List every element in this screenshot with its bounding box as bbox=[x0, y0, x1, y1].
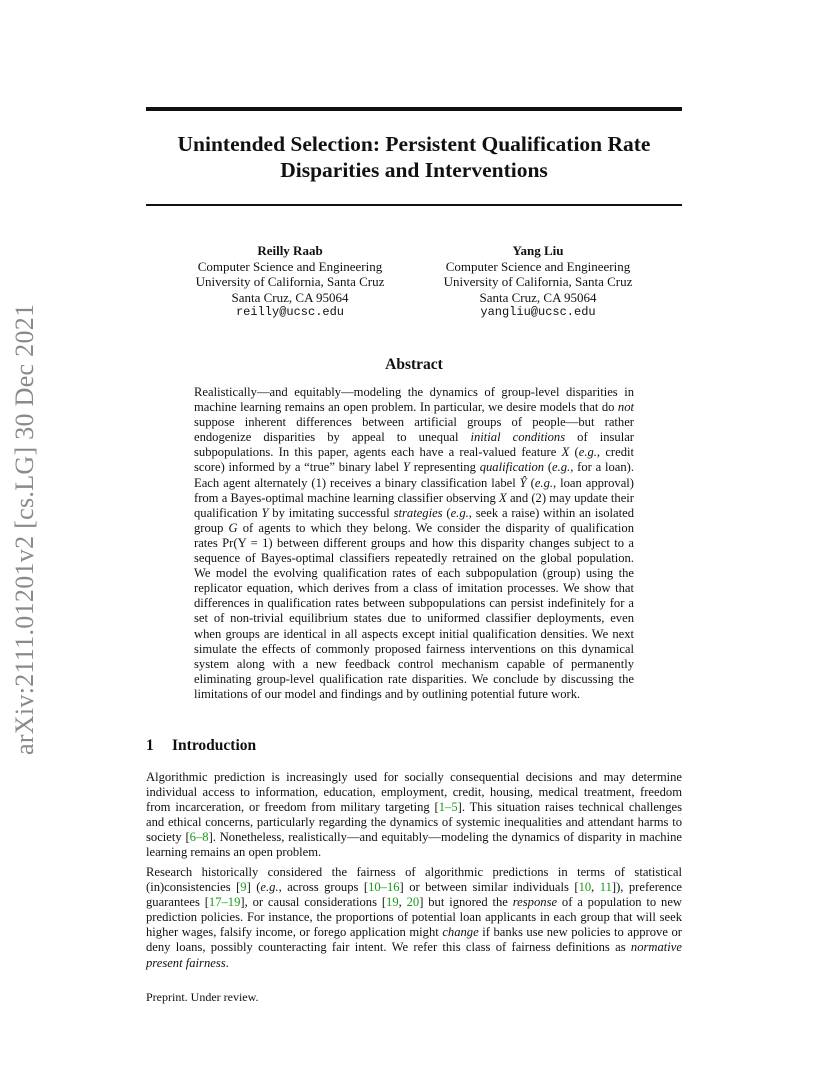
math-variable: X bbox=[499, 490, 507, 505]
author-block-1 bbox=[185, 243, 395, 321]
author-name: Yang Liu bbox=[512, 243, 564, 258]
math-variable: Ŷ bbox=[519, 475, 527, 490]
math-variable: X bbox=[561, 445, 570, 460]
citation-link[interactable]: [ 10–16 ] bbox=[364, 880, 404, 894]
section-title: Introduction bbox=[172, 737, 257, 754]
citation-link[interactable]: 20 bbox=[406, 895, 420, 910]
math-expression: Pr(Y = 1) bbox=[222, 535, 273, 550]
emphasis: initial conditions bbox=[470, 430, 566, 445]
abstract-body: Realistically—and equitably—modeling the dynamics of group-level disparities in machine learning remains an open problem. In particular, we desire models that do not suppose inherent differences between artificial groups of people—but rather endogenize disparities by appeal to unequal initial conditions of insular subpopulations. In this paper, agents each have a real-valued feature X (e.g., credit score) informed by a “true” binary label Y representing qualification (e.g., for a loan). Each agent alternately (1) receives a binary classification label Ŷ (e.g., loan approval) from a Bayes-optimal machine learning classifier observing X and (2) may update their qualification Y by imitating successful strategies (e.g., seek a raise) within an isolated group G of agents to which they belong. We consider the disparity of qualification rates Pr(Y = 1) between different groups and how this disparity changes subject to a sequence of Bayes-optimal classifiers repeatedly retrained on the global population. We model the evolving qualification rates of each subpopulation (group) using the replicator equation, which derives from a class of imitation processes. We show that differences in qualification rates between subpopulations can persist indefinitely for a set of non-trivial equilibrium states due to uniformed classifier deployments, even when groups are identical in all aspects except initial qualification densities. We next simulate the effects of commonly proposed fairness interventions on this dynamical system along with a new feedback control mechanism capable of permanently eliminating group-level qualification rate disparities. We conclude by discussing the limitations of our model and findings and by outlining potential future work. bbox=[194, 385, 635, 701]
section-number: 1 bbox=[146, 737, 154, 754]
author-university: University of California, Santa Cruz bbox=[443, 274, 633, 289]
preprint-footer: Preprint. Under review. bbox=[146, 990, 259, 1004]
title-line-2: Disparities and Interventions bbox=[280, 158, 548, 182]
citation-link[interactable]: [ 6–8 ] bbox=[185, 830, 212, 844]
math-variable: G bbox=[228, 520, 238, 535]
arxiv-identifier: arXiv:2111.01201v2 [cs.LG] 30 Dec 2021 bbox=[10, 303, 39, 755]
abstract-heading: Abstract bbox=[385, 356, 443, 373]
intro-paragraph-2: Research historically considered the fairness of algorithmic predictions in terms of statistical (in)consistencies [ 9 ] (e.g., across groups [ 10–16 ] or between similar individuals [10, 11]), preference guarantees [ 17–19 ] , or causal considerations [19, 20] but ignored the response of a population to new prediction policies. For instance, the proportions of potential loan applicants in each group that will seek higher wages, falsify income, or forego application might change if banks use new policies to approve or deny loans, possibly counteracting fair intent. We refer this class of fairness definitions as normative present fairness. bbox=[146, 865, 682, 971]
citation-link[interactable]: 11 bbox=[599, 880, 612, 895]
title-line-1: Unintended Selection: Persistent Qualification Rate bbox=[177, 132, 651, 156]
citation-link[interactable]: [ 9 ] bbox=[236, 880, 251, 894]
author-department: Computer Science and Engineering bbox=[445, 258, 631, 274]
emphasis: normative present fairness bbox=[146, 940, 682, 970]
math-variable: Y bbox=[261, 505, 269, 520]
paper-title bbox=[146, 131, 682, 183]
title-top-rule bbox=[146, 107, 682, 111]
author-email[interactable]: reilly@ucsc.edu bbox=[235, 305, 345, 319]
emphasis: qualification bbox=[479, 460, 545, 475]
emphasis: change bbox=[442, 925, 479, 940]
author-block-2 bbox=[433, 243, 643, 321]
emphasis: strategies bbox=[393, 505, 443, 520]
citation-link[interactable]: 19 bbox=[386, 895, 399, 910]
author-city: Santa Cruz, CA 95064 bbox=[479, 289, 597, 305]
title-bottom-rule bbox=[146, 204, 682, 206]
citation-link[interactable]: [ 1–5 ] bbox=[435, 800, 462, 814]
author-email[interactable]: yangliu@ucsc.edu bbox=[480, 305, 596, 319]
author-university: University of California, Santa Cruz bbox=[195, 274, 385, 289]
emphasis: not bbox=[617, 400, 634, 415]
section-heading-introduction bbox=[146, 737, 256, 755]
author-city: Santa Cruz, CA 95064 bbox=[231, 289, 349, 305]
citation-link[interactable]: [ 17–19 ] bbox=[205, 895, 245, 909]
math-variable: Y bbox=[402, 460, 410, 475]
author-name: Reilly Raab bbox=[257, 243, 323, 258]
intro-paragraph-1: Algorithmic prediction is increasingly used for socially consequential decisions and may determine individual access to information, education, employment, credit, housing, medical treatment, freedom from incarceration, or freedom from military targeting [ 1–5 ] . This situation raises technical challenges and ethical concerns, particularly regarding the dynamics of systemic inequalities and attendant harms to society [ 6–8 ] . Nonetheless, realistically—and equitably—modeling the dynamics of disparity in machine learning remains an open problem. bbox=[146, 770, 682, 861]
emphasis: response bbox=[512, 895, 558, 910]
citation-link[interactable]: 10 bbox=[578, 880, 592, 895]
author-department: Computer Science and Engineering bbox=[197, 258, 383, 274]
